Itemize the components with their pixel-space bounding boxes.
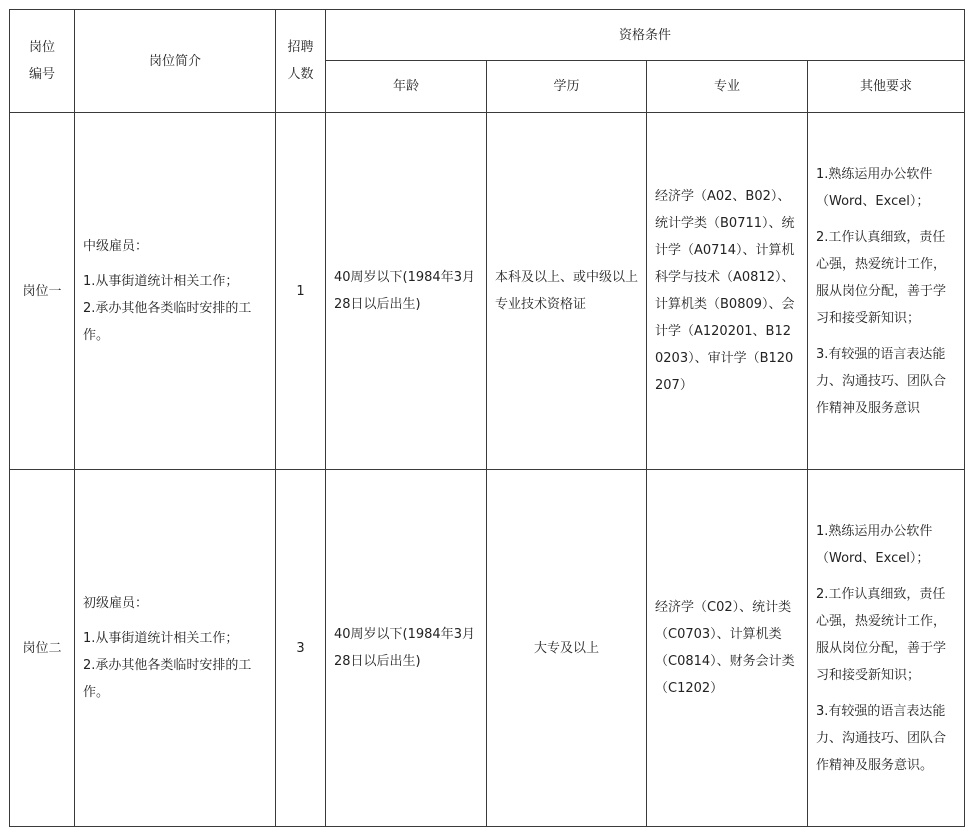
requirement-item: 2.工作认真细致，责任心强，热爱统计工作，服从岗位分配，善于学习和接受新知识； — [816, 229, 947, 326]
intro-duty: 2.承办其他各类临时安排的工作。 — [83, 658, 252, 700]
education-cell: 本科及以上、或中级以上专业技术资格证 — [487, 113, 647, 470]
header-other-requirements: 其他要求 — [808, 61, 965, 113]
table-row — [10, 113, 965, 470]
intro-duty: 1.从事街道统计相关工作； — [83, 631, 239, 646]
major-cell: 经济学（A02、B02）、统计学类（B0711）、统计学（A0714）、计算机科学与技术（A0812）、计算机类（B0809）、会计学（A120201、B120203）、审计学（B120207） — [647, 113, 808, 470]
other-requirements-cell — [808, 113, 965, 470]
header-headcount: 招聘人数 — [276, 10, 326, 113]
header-position-intro: 岗位简介 — [75, 10, 276, 113]
header-major: 专业 — [647, 61, 808, 113]
intro-duty: 2.承办其他各类临时安排的工作。 — [83, 301, 252, 343]
requirement-item: 3.有较强的语言表达能力、沟通技巧、团队合作精神及服务意识。 — [816, 703, 947, 773]
headcount-cell: 3 — [276, 470, 326, 827]
age-cell: 40周岁以下(1984年3月28日以后出生) — [326, 113, 487, 470]
table-row — [10, 470, 965, 827]
headcount-cell: 1 — [276, 113, 326, 470]
other-requirements-cell — [808, 470, 965, 827]
header-qualifications: 资格条件 — [326, 10, 965, 61]
requirement-item: 2.工作认真细致，责任心强，热爱统计工作，服从岗位分配，善于学习和接受新知识； — [816, 586, 947, 683]
header-age: 年龄 — [326, 61, 487, 113]
intro-title: 初级雇员： — [83, 596, 149, 611]
requirement-item: 3.有较强的语言表达能力、沟通技巧、团队合作精神及服务意识 — [816, 346, 947, 416]
position-intro-cell — [75, 113, 276, 470]
position-code-cell: 岗位一 — [10, 113, 75, 470]
header-education: 学历 — [487, 61, 647, 113]
major-cell: 经济学（C02）、统计类（C0703）、计算机类（C0814）、财务会计类（C1202） — [647, 470, 808, 827]
header-row-1 — [10, 10, 965, 61]
requirement-item: 1.熟练运用办公软件（Word、Excel）； — [816, 166, 933, 209]
position-intro-cell — [75, 470, 276, 827]
header-position-code: 岗位编号 — [10, 10, 75, 113]
education-cell: 大专及以上 — [487, 470, 647, 827]
recruitment-table — [9, 9, 965, 827]
intro-title: 中级雇员： — [83, 239, 149, 254]
position-code-cell: 岗位二 — [10, 470, 75, 827]
intro-duty: 1.从事街道统计相关工作； — [83, 274, 239, 289]
requirement-item: 1.熟练运用办公软件（Word、Excel）； — [816, 523, 933, 566]
age-cell: 40周岁以下(1984年3月28日以后出生) — [326, 470, 487, 827]
